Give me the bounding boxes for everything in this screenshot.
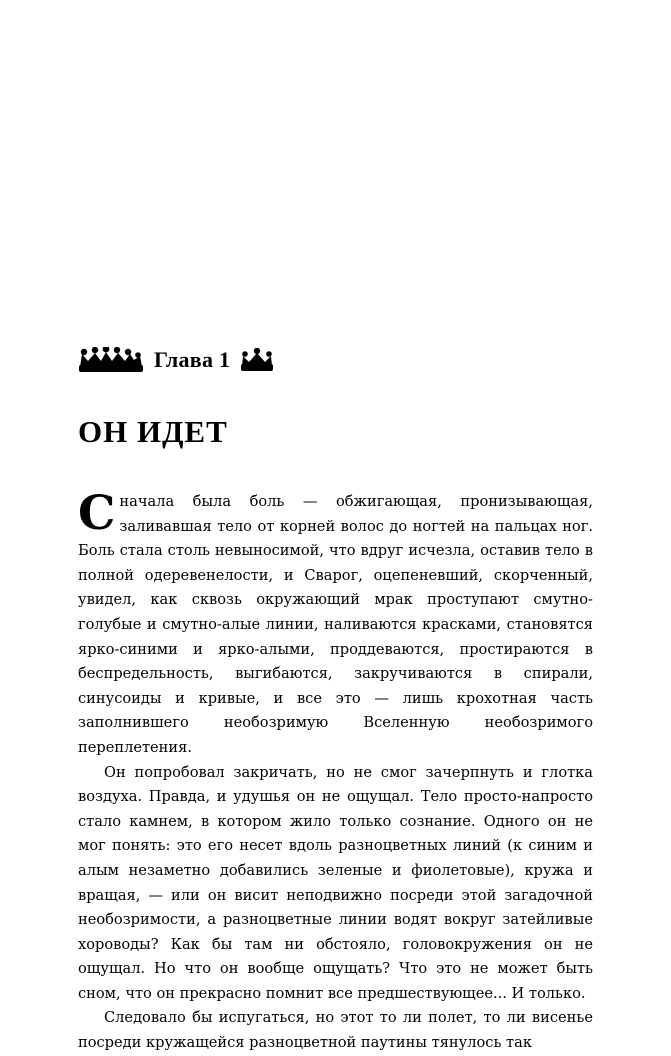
page-title: ОН ИДЕТ: [78, 414, 228, 449]
chapter-label: Глава 1: [154, 347, 231, 372]
body-text: [78, 486, 593, 1056]
crown-small-ornament-icon: [240, 348, 274, 372]
chapter-heading: [78, 340, 593, 380]
paragraph-1: [78, 486, 593, 761]
paragraph-2: Он попробовал закричать, но не смог зачерпнуть и глотка воздуха. Правда, и удушья он не ощущал. Тело просто-напросто стало камнем, в котором жило только сознание. Одного он не мог понять: это его несет вдоль разноцветных линий (к синим и алым незаметно добавились зеленые и фиолетовые), кружа и вращая, — или он висит неподвижно посреди этой загадочной необозримости, а разноцветные линии водят вокруг затейливые хороводы? Как бы там ни обстояло, головокружения он не ощущал. Но что он вообще ощущать? Что это не может быть сном, что он прекрасно помнит все предшествующее... И только.: [78, 763, 593, 1002]
drop-cap: С: [78, 486, 116, 541]
paragraph-3: Следовало бы испугаться, но этот то ли полет, то ли висенье посреди кружащейся разноцветной паутины тянулось так: [78, 1009, 593, 1052]
paragraph-1-text: начала была боль — обжигающая, пронизывающая, заливавшая тело от корней волос до ногтей на пальцах ног. Боль стала столь невыносимой, что вдруг исчезла, оставив тело в полной одеревенелости, и Сварог, оцепеневший, скорченный, увидел, как сквозь окружающий мрак проступают смутно-голубые и смутно-алые линии, наливаются красками, становятся ярко-синими и ярко-алыми, проддеваются, простираются в беспредельность, выгибаются, закручиваются в спирали, синусоиды и кривые, и все это — лишь крохотная часть заполнившего необозримую Вселенную необозримого переплетения.: [78, 493, 593, 756]
crown-ornament-icon: [78, 347, 144, 373]
